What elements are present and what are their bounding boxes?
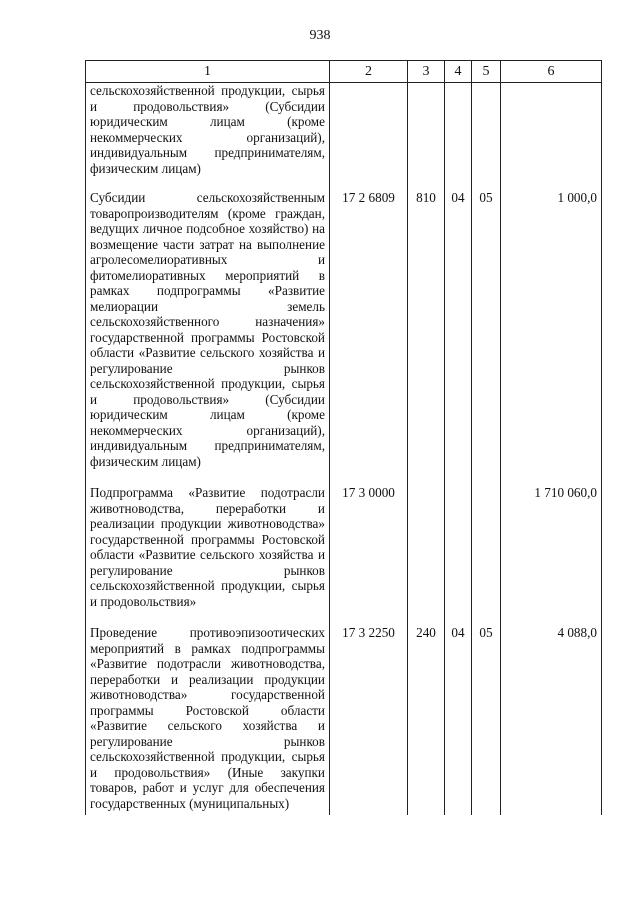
column-header: 3 (408, 61, 445, 83)
row-description: Субсидии сельскохозяйственным товаропроизводителям (кроме граждан, ведущих личное подсобное хозяйство) на возмещение части затрат на выполнение агролесомелиоративных и фитомелиоративных мероприятий в рамках подпрограммы «Развитие мелиорации земель сельскохозяйственного назначения» государственной программы Ростовской области «Развитие сельского хозяйства и регулирование рынков сельскохозяйственной продукции, сырья и продовольствия» (Субсидии юридическим лицам (кроме некоммерческих организаций), индивидуальным предпринимателям, физическим лицам) (86, 186, 330, 481)
row-rz: 04 (445, 186, 472, 481)
row-amount: 1 000,0 (501, 186, 602, 481)
row-amount (501, 83, 602, 187)
row-rz: 04 (445, 621, 472, 815)
table-row (86, 481, 602, 621)
row-pr (472, 83, 501, 187)
row-code: 17 3 2250 (330, 621, 408, 815)
row-amount: 4 088,0 (501, 621, 602, 815)
table-header-row (86, 61, 602, 83)
table-row (86, 186, 602, 481)
row-description: сельскохозяйственной продукции, сырья и продовольствия» (Субсидии юридическим лицам (кроме некоммерческих организаций), индивидуальным предпринимателям, физическим лицам) (86, 83, 330, 187)
row-code: 17 2 6809 (330, 186, 408, 481)
column-header: 2 (330, 61, 408, 83)
table-row (86, 621, 602, 815)
row-pr: 05 (472, 621, 501, 815)
row-vr: 240 (408, 621, 445, 815)
row-vr: 810 (408, 186, 445, 481)
column-header: 6 (501, 61, 602, 83)
row-vr (408, 83, 445, 187)
row-amount: 1 710 060,0 (501, 481, 602, 621)
row-description: Подпрограмма «Развитие подотрасли животноводства, переработки и реализации продукции животноводства» государственной программы Ростовской области «Развитие сельского хозяйства и регулирование рынков сельскохозяйственной продукции, сырья и продовольствия» (86, 481, 330, 621)
row-code: 17 3 0000 (330, 481, 408, 621)
row-pr (472, 481, 501, 621)
row-pr: 05 (472, 186, 501, 481)
row-rz (445, 481, 472, 621)
column-header: 4 (445, 61, 472, 83)
column-header: 5 (472, 61, 501, 83)
row-code (330, 83, 408, 187)
budget-table (85, 60, 602, 815)
row-description: Проведение противоэпизоотических мероприятий в рамках подпрограммы «Развитие подотрасли животноводства, переработки и реализации продукции животноводства» государственной программы Ростовской области «Развитие сельского хозяйства и регулирование рынков сельскохозяйственной продукции, сырья и продовольствия» (Иные закупки товаров, работ и услуг для обеспечения государственных (муниципальных) (86, 621, 330, 815)
row-vr (408, 481, 445, 621)
column-header: 1 (86, 61, 330, 83)
page-number: 938 (309, 28, 331, 43)
table-row (86, 83, 602, 187)
row-rz (445, 83, 472, 187)
